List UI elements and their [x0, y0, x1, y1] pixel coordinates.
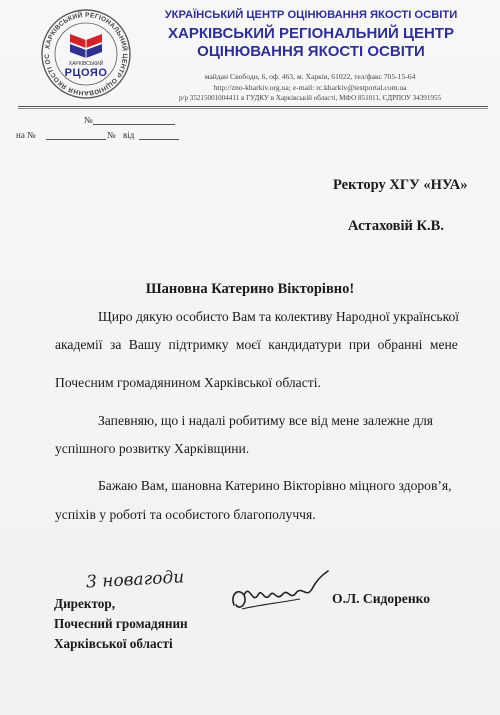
letterhead-address: майдан Свободи, 6, оф. 463, м. Харків, 61022, тел/факс 705-15-64	[204, 72, 416, 81]
seal-abbreviation: РЦОЯО	[64, 67, 108, 79]
body-paragraph2-line1: Запевняю, що і надалі робитиму все від мене залежне для	[98, 413, 434, 428]
handwritten-date-text: 3 новагоди	[85, 567, 185, 593]
reference-number-sign: №	[107, 130, 116, 140]
handwritten-date-icon	[84, 565, 194, 595]
outgoing-number-label: №	[84, 115, 93, 125]
body-paragraph1-line2: академії за Вашу підтримку моєї кандидатури при обранні мене	[55, 337, 458, 352]
body-paragraph3-line2: успіхів у роботі та особистого благополуччя.	[55, 507, 316, 522]
signatory-title-director: Директор,	[54, 596, 115, 611]
seal-sub-label: ХАРКІВСЬКИЙ	[68, 61, 104, 67]
seal-outer-text: ХАРКІВСЬКИЙ РЕГІОНАЛЬНИЙ ЦЕНТР ОЦІНЮВАННЯ ЯКОСТІ ОС	[43, 11, 129, 97]
body-paragraph3-line1: Бажаю Вам, шановна Катерино Вікторівно міцного здоров’я,	[98, 478, 452, 493]
signature-icon	[228, 565, 333, 620]
reference-number-label: на №	[16, 130, 36, 140]
letterhead-divider	[18, 106, 488, 107]
organization-seal-logo	[40, 8, 132, 100]
letterhead-parent-org: УКРАЇНСЬКИЙ ЦЕНТР ОЦІНЮВАННЯ ЯКОСТІ ОСВІТИ	[164, 9, 458, 21]
letterhead-org-name-line2: ОЦІНЮВАННЯ ЯКОСТІ ОСВІТИ	[197, 43, 425, 60]
letterhead-web-email: http://zno-kharkiv.org.ua; e-mail: rc.kharkiv@testportal.com.ua	[213, 83, 407, 92]
recipient-position: Ректору ХГУ «НУА»	[333, 177, 468, 193]
body-paragraph1-line3: Почесним громадянином Харківської області.	[55, 375, 321, 390]
reference-number-blank	[46, 139, 106, 140]
recipient-name: Астаховій К.В.	[348, 218, 444, 234]
reference-date-blank	[139, 139, 179, 140]
letterhead-divider-thin	[18, 108, 488, 109]
reference-date-label: від	[123, 130, 135, 140]
signatory-title-region: Харківської області	[54, 636, 173, 651]
outgoing-number-blank	[93, 124, 175, 125]
signatory-name: О.Л. Сидоренко	[332, 591, 431, 606]
letterhead-bank-details: р/р 35215001004411 в ГУДКУ в Харківській області, МФО 851011, ЄДРПОУ 34391955	[178, 94, 442, 102]
signatory-title-honorary: Почесний громадянин	[54, 616, 188, 631]
signatory-titles	[54, 594, 188, 654]
body-paragraph1-line1: Щиро дякую особисто Вам та колективу Народної української	[98, 309, 460, 324]
salutation: Шановна Катерино Вікторівно!	[145, 281, 355, 297]
letterhead-org-name-line1: ХАРКІВСЬКИЙ РЕГІОНАЛЬНИЙ ЦЕНТР	[168, 25, 454, 42]
handwritten-signature	[228, 565, 333, 625]
body-paragraph2-line2: успішного розвитку Харківщини.	[55, 441, 250, 456]
seal-icon	[40, 8, 132, 100]
